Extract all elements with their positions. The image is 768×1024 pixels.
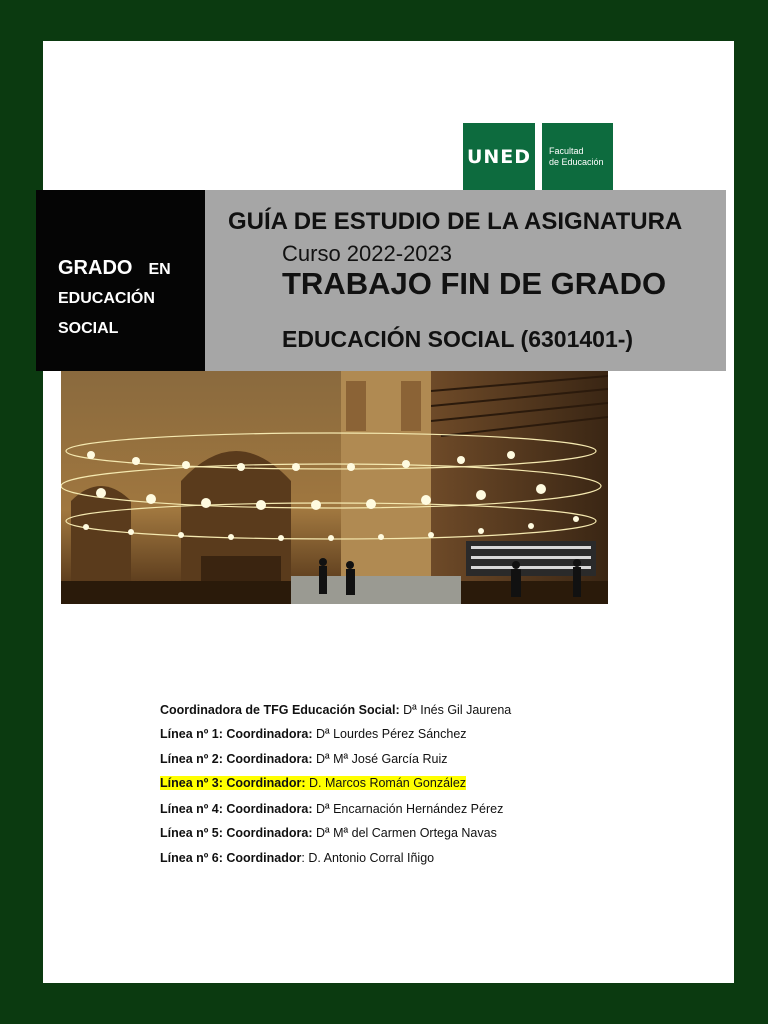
library-photo [61,371,608,604]
coordinator-row [160,752,447,766]
guide-title: GUÍA DE ESTUDIO DE LA ASIGNATURA [228,208,683,235]
faculty-line-2: de Educación [549,156,604,167]
coordinator-label: Línea nº 4: Coordinadora: [160,802,313,816]
coordinator-row [160,826,497,840]
coordinator-name: Dª Inés Gil Jaurena [399,703,512,717]
coordinator-name: Dª Lourdes Pérez Sánchez [312,727,467,741]
coordinator-row [160,851,434,865]
degree-line-1 [58,257,171,280]
coordinator-name: Dª Mª José García Ruiz [312,752,448,766]
coordinator-label: Línea nº 5: Coordinadora: [160,826,313,840]
coordinator-name: Dª Encarnación Hernández Pérez [312,802,504,816]
degree-line-3: SOCIAL [58,320,119,337]
coordinator-row-highlighted [160,776,466,790]
title-box [205,190,726,371]
subject-code: EDUCACIÓN SOCIAL (6301401-) [282,326,634,352]
coordinator-name: D. Marcos Román González [305,776,467,790]
degree-grado: GRADO [58,257,133,279]
coordinator-label: Línea nº 6: Coordinador [160,851,302,865]
course-year: Curso 2022-2023 [282,241,453,266]
faculty-line-1: Facultad [549,145,584,156]
coordinator-row [160,703,511,717]
degree-line-2: EDUCACIÓN [58,290,155,307]
coordinator-name: Dª Mª del Carmen Ortega Navas [312,826,497,840]
coordinator-name: : D. Antonio Corral Iñigo [301,851,435,865]
coordinator-row [160,802,503,816]
coordinator-label: Línea nº 3: Coordinador: [160,776,306,790]
coordinator-row [160,727,467,741]
uned-logo-text: UNED [466,145,532,168]
subject-title: TRABAJO FIN DE GRADO [282,266,667,301]
uned-logo [463,123,535,190]
coordinator-label: Línea nº 2: Coordinadora: [160,752,313,766]
library-photo-illustration [61,371,608,604]
coordinator-label: Coordinadora de TFG Educación Social: [160,703,400,717]
degree-en: EN [148,261,171,278]
coordinator-label: Línea nº 1: Coordinadora: [160,727,313,741]
faculty-logo [542,123,613,190]
degree-box [36,190,205,371]
